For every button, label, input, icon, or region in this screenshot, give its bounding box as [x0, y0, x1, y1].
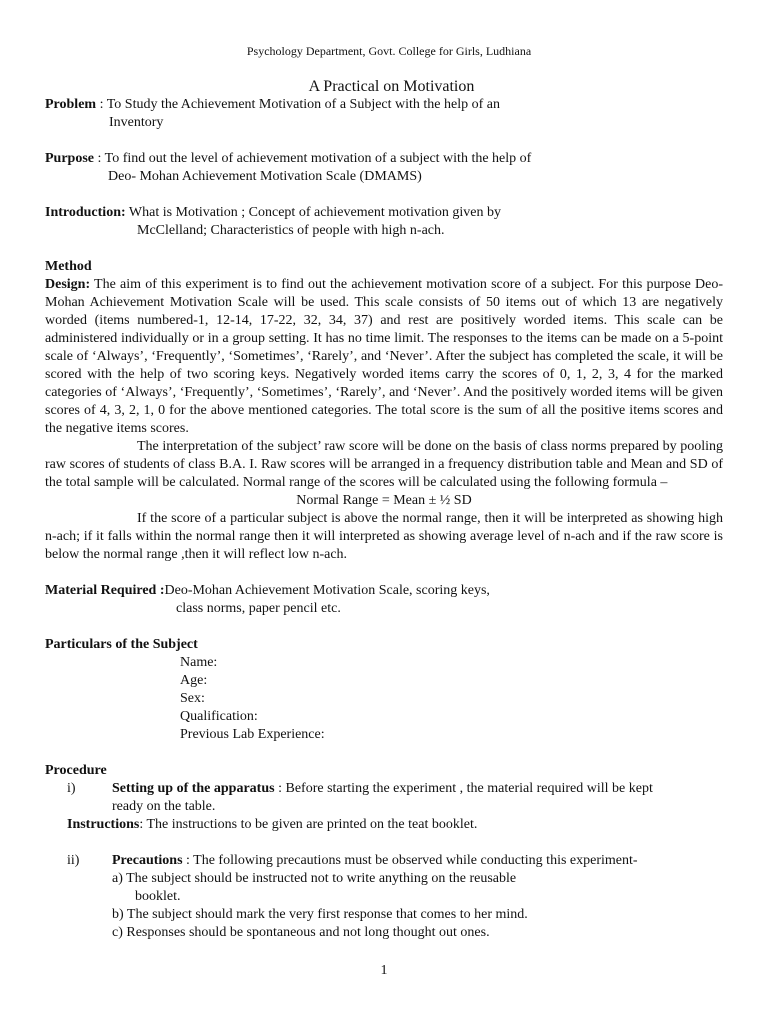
purpose-label: Purpose — [45, 151, 94, 166]
design-text: The aim of this experiment is to find out the achievement motivation score of a subject. For this purpose Deo-Mohan Achievement Motivation Scale will be used. This scale consists of 50 items out of which 13 are negatively worded (items numbered-1, 12-14, 17-22, 32, 34, 37) and rest are positively worded items. This scale can be administered individually or in a group setting. It has no time limit. The responses to the items can be made on a 5-point scale of ‘Always’, ‘Frequently’, ‘Sometimes’, ‘Rarely’, and ‘Never’. After the subject has completed the scale, it will be scored with the help of two scoring keys. Negatively worded items carry the scores of 0, 1, 2, 3, 4 for the marked categories of ‘Always’, ‘Frequently’, ‘Sometimes’, ‘Rarely’, and ‘Never’. And the positively worded items will be given scores of 4, 3, 2, 1, 0 for the above mentioned categories. The total score is the sum of all the positive items scores and the negative items scores. — [45, 277, 723, 436]
interpretation-text: The interpretation of the subject’ raw score will be done on the basis of class norms prepared by pooling raw scores of students of class B.A. I. Raw scores will be arranged in a frequency distribution table and Mean and SD of the total sample will be calculated. Normal range of the scores will be calculated using the following formula – — [45, 439, 723, 490]
subject-field-qualification: Qualification: — [180, 709, 258, 724]
introduction-text-cont: McClelland; Characteristics of people with high n-ach. — [137, 223, 445, 238]
material-text-cont: class norms, paper pencil etc. — [176, 601, 341, 616]
procedure-item-1-text: : Before starting the experiment , the material required will be kept — [274, 781, 653, 796]
procedure-item-2-text: : The following precautions must be observed while conducting this experiment- — [182, 853, 638, 868]
subject-field-age: Age: — [180, 673, 208, 688]
introduction-label: Introduction: — [45, 205, 126, 220]
precaution-a: a) The subject should be instructed not to write anything on the reusable — [112, 871, 517, 886]
instructions-text: : The instructions to be given are printed on the teat booklet. — [139, 817, 478, 832]
procedure-item-1-number: i) — [67, 781, 76, 796]
material-section — [45, 582, 723, 618]
procedure-item-2 — [45, 852, 723, 870]
introduction-section — [45, 204, 723, 240]
procedure-item-2-label: Precautions — [112, 853, 183, 868]
method-section — [45, 258, 723, 564]
problem-section — [45, 96, 723, 132]
design-label: Design: — [45, 277, 91, 292]
procedure-item-1 — [45, 780, 723, 798]
method-heading: Method — [45, 259, 92, 274]
procedure-item-1-cont: ready on the table. — [112, 799, 216, 814]
purpose-section — [45, 150, 723, 186]
subject-heading: Particulars of the Subject — [45, 637, 198, 652]
procedure-item-2-number: ii) — [67, 853, 80, 868]
procedure-item-1-label: Setting up of the apparatus — [112, 781, 275, 796]
normal-range-formula: Normal Range = Mean ± ½ SD — [296, 493, 472, 508]
document-page — [45, 44, 723, 942]
page-title: A Practical on Motivation — [308, 78, 475, 95]
problem-label: Problem — [45, 97, 97, 112]
subject-field-sex: Sex: — [180, 691, 205, 706]
instructions-label: Instructions — [67, 817, 140, 832]
subject-field-name: Name: — [180, 655, 218, 670]
subject-section — [45, 636, 723, 744]
precaution-a-cont: booklet. — [135, 889, 181, 904]
problem-text: : To Study the Achievement Motivation of a Subject with the help of an — [96, 97, 500, 112]
page-header: Psychology Department, Govt. College for Girls, Ludhiana — [246, 44, 532, 58]
subject-field-lab-experience: Previous Lab Experience: — [180, 727, 325, 742]
purpose-text: : To find out the level of achievement motivation of a subject with the help of — [94, 151, 532, 166]
purpose-text-cont: Deo- Mohan Achievement Motivation Scale (DMAMS) — [108, 169, 422, 184]
material-text: Deo-Mohan Achievement Motivation Scale, scoring keys, — [164, 583, 490, 598]
procedure-section — [45, 762, 723, 942]
precaution-b: b) The subject should mark the very first response that comes to her mind. — [112, 907, 528, 922]
page-number: 1 — [380, 963, 388, 978]
material-label: Material Required : — [45, 583, 165, 598]
introduction-text: What is Motivation ; Concept of achievement motivation given by — [125, 205, 501, 220]
problem-text-cont: Inventory — [109, 115, 164, 130]
procedure-heading: Procedure — [45, 763, 107, 778]
score-interpretation-text: If the score of a particular subject is above the normal range, then it will be interpreted as showing high n-ach; if it falls within the normal range then it will interpreted as showing average level of n-ach and if the raw score is below the normal range ,then it will reflect low n-ach. — [45, 511, 723, 562]
precaution-c: c) Responses should be spontaneous and not long thought out ones. — [112, 925, 490, 940]
